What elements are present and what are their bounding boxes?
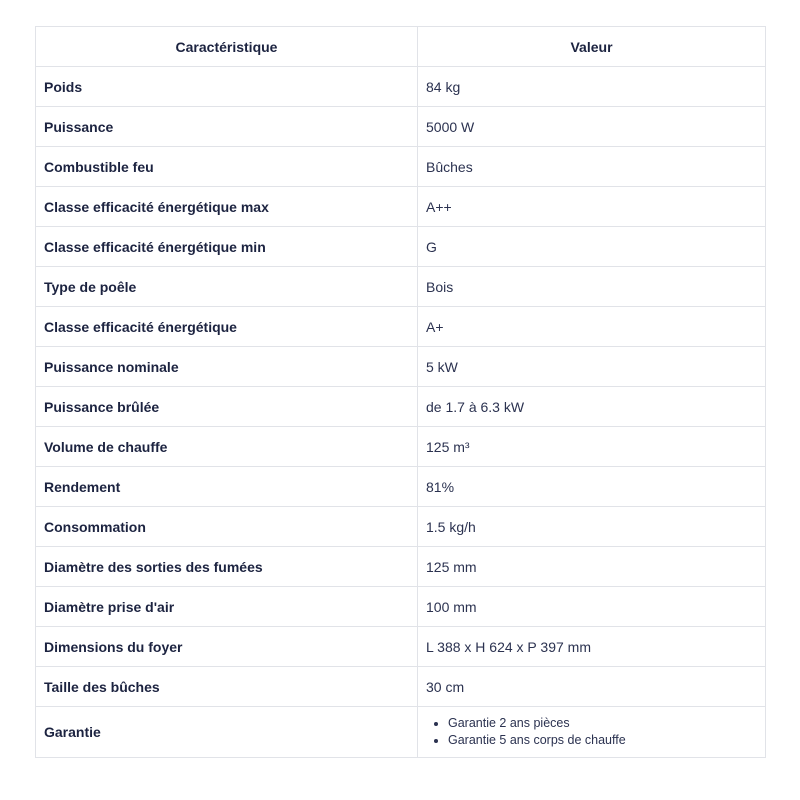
row-value: Bûches bbox=[418, 147, 766, 187]
spec-table bbox=[35, 26, 766, 758]
row-label: Volume de chauffe bbox=[36, 427, 418, 467]
row-value: de 1.7 à 6.3 kW bbox=[418, 387, 766, 427]
row-value: 30 cm bbox=[418, 667, 766, 707]
row-label: Type de poêle bbox=[36, 267, 418, 307]
row-value: G bbox=[418, 227, 766, 267]
table-row bbox=[36, 547, 766, 587]
spec-table-body bbox=[36, 67, 766, 758]
row-label: Garantie bbox=[36, 707, 418, 758]
warranty-item: • Garantie 5 ans corps de chauffe bbox=[448, 732, 757, 749]
row-value: A++ bbox=[418, 187, 766, 227]
table-row bbox=[36, 147, 766, 187]
table-row bbox=[36, 587, 766, 627]
row-value: 100 mm bbox=[418, 587, 766, 627]
column-header-characteristic: Caractéristique bbox=[36, 27, 418, 67]
table-row bbox=[36, 627, 766, 667]
row-label: Classe efficacité énergétique max bbox=[36, 187, 418, 227]
table-row bbox=[36, 387, 766, 427]
row-value: 84 kg bbox=[418, 67, 766, 107]
row-label: Puissance brûlée bbox=[36, 387, 418, 427]
row-value: 125 m³ bbox=[418, 427, 766, 467]
row-label: Dimensions du foyer bbox=[36, 627, 418, 667]
row-value: 5 kW bbox=[418, 347, 766, 387]
row-label: Diamètre des sorties des fumées bbox=[36, 547, 418, 587]
warranty-item: • Garantie 2 ans pièces bbox=[448, 715, 757, 732]
table-row bbox=[36, 467, 766, 507]
row-value bbox=[418, 707, 766, 758]
column-header-value: Valeur bbox=[418, 27, 766, 67]
row-value: Bois bbox=[418, 267, 766, 307]
table-row bbox=[36, 67, 766, 107]
table-row bbox=[36, 507, 766, 547]
table-row bbox=[36, 307, 766, 347]
table-header-row bbox=[36, 27, 766, 67]
row-value: L 388 x H 624 x P 397 mm bbox=[418, 627, 766, 667]
row-value: 1.5 kg/h bbox=[418, 507, 766, 547]
row-value: 5000 W bbox=[418, 107, 766, 147]
table-row bbox=[36, 347, 766, 387]
table-row bbox=[36, 227, 766, 267]
table-row bbox=[36, 107, 766, 147]
table-row bbox=[36, 427, 766, 467]
row-label: Rendement bbox=[36, 467, 418, 507]
row-value: 81% bbox=[418, 467, 766, 507]
row-label: Puissance bbox=[36, 107, 418, 147]
table-row bbox=[36, 667, 766, 707]
warranty-list bbox=[426, 715, 757, 749]
row-label: Diamètre prise d'air bbox=[36, 587, 418, 627]
row-label: Combustible feu bbox=[36, 147, 418, 187]
table-row-warranty bbox=[36, 707, 766, 758]
table-row bbox=[36, 267, 766, 307]
row-value: A+ bbox=[418, 307, 766, 347]
row-label: Classe efficacité énergétique bbox=[36, 307, 418, 347]
row-label: Poids bbox=[36, 67, 418, 107]
row-label: Consommation bbox=[36, 507, 418, 547]
row-label: Taille des bûches bbox=[36, 667, 418, 707]
row-value: 125 mm bbox=[418, 547, 766, 587]
table-row bbox=[36, 187, 766, 227]
row-label: Puissance nominale bbox=[36, 347, 418, 387]
row-label: Classe efficacité énergétique min bbox=[36, 227, 418, 267]
